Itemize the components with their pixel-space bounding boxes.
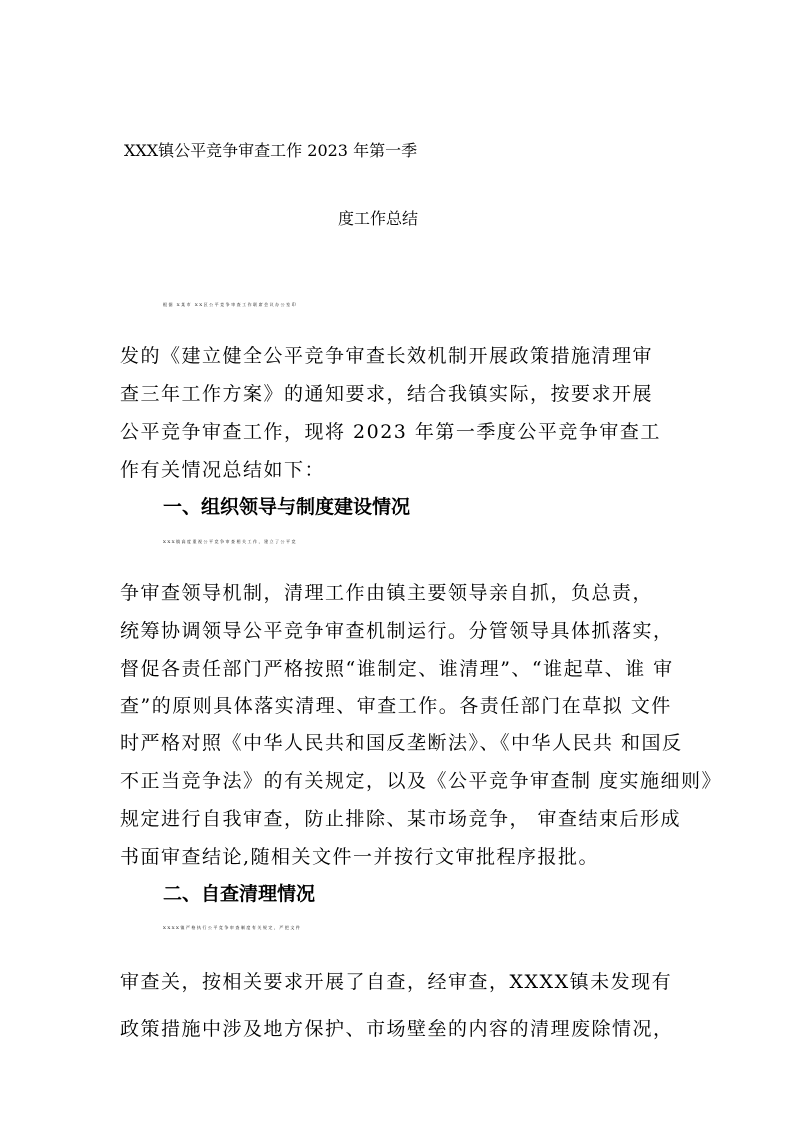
paragraph-2-line-8: 规定进行自我审查，防止排除、某市场竞争， 审查结束后形成 <box>120 808 682 830</box>
paragraph-2-line-4: 督促各责任部门严格按照“谁制定、谁清理”、“谁起草、谁 审 <box>120 658 674 680</box>
paragraph-3-line-3: 政策措施中涉及地方保护、市场壁垒的内容的清理废除情况， <box>120 1018 674 1040</box>
paragraph-2-line-3: 统筹协调领导公平竞争审查机制运行。分管领导具体抓落实， <box>120 620 674 642</box>
paragraph-2-line-1: XXX镇高度重视公平竞争审查相关工作，建立了公平竞 <box>163 539 298 544</box>
section-heading-2: 二、自查清理情况 <box>163 883 316 905</box>
paragraph-1-line-3: 查三年工作方案》的通知要求，结合我镇实际，按要求开展 <box>120 383 654 405</box>
paragraph-3-line-1: XXXX镇严格执行公平竞争审查制度有关规定，严把文件 <box>163 925 302 930</box>
paragraph-1-line-5: 作有关情况总结如下： <box>120 459 326 481</box>
paragraph-1-line-1: 根据 X某市 XX区公平竞争审查工作联席会议办公室印 <box>163 302 298 307</box>
paragraph-2-line-7: 不正当竞争法》的有关规定，以及《公平竞争审查制 度实施细则》 <box>120 770 723 792</box>
paragraph-1-line-4: 公平竞争审查工作，现将 2023 年第一季度公平竞争审查工 <box>120 421 661 443</box>
paragraph-2-line-6: 时严格对照《中华人民共和国反垄断法》、《中华人民共 和国反 <box>120 732 683 754</box>
document-title-line-2: 度工作总结 <box>338 209 419 228</box>
paragraph-2-line-2: 争审查领导机制，清理工作由镇主要领导亲自抓，负总责， <box>120 582 654 604</box>
document-title-line-1: XXX镇公平竞争审查工作 2023 年第一季 <box>124 141 418 160</box>
paragraph-2-line-5: 查”的原则具体落实清理、审查工作。各责任部门在草拟 文件 <box>120 695 672 717</box>
paragraph-2-line-9: 书面审查结论,随相关文件一并按行文审批程序报批。 <box>120 846 600 868</box>
paragraph-3-line-2: 审查关，按相关要求开展了自查，经审查，XXXX镇未发现有 <box>120 971 673 993</box>
section-heading-1: 一、组织领导与制度建设情况 <box>163 496 411 518</box>
paragraph-1-line-2: 发的《建立健全公平竞争审查长效机制开展政策措施清理审 <box>120 345 654 367</box>
